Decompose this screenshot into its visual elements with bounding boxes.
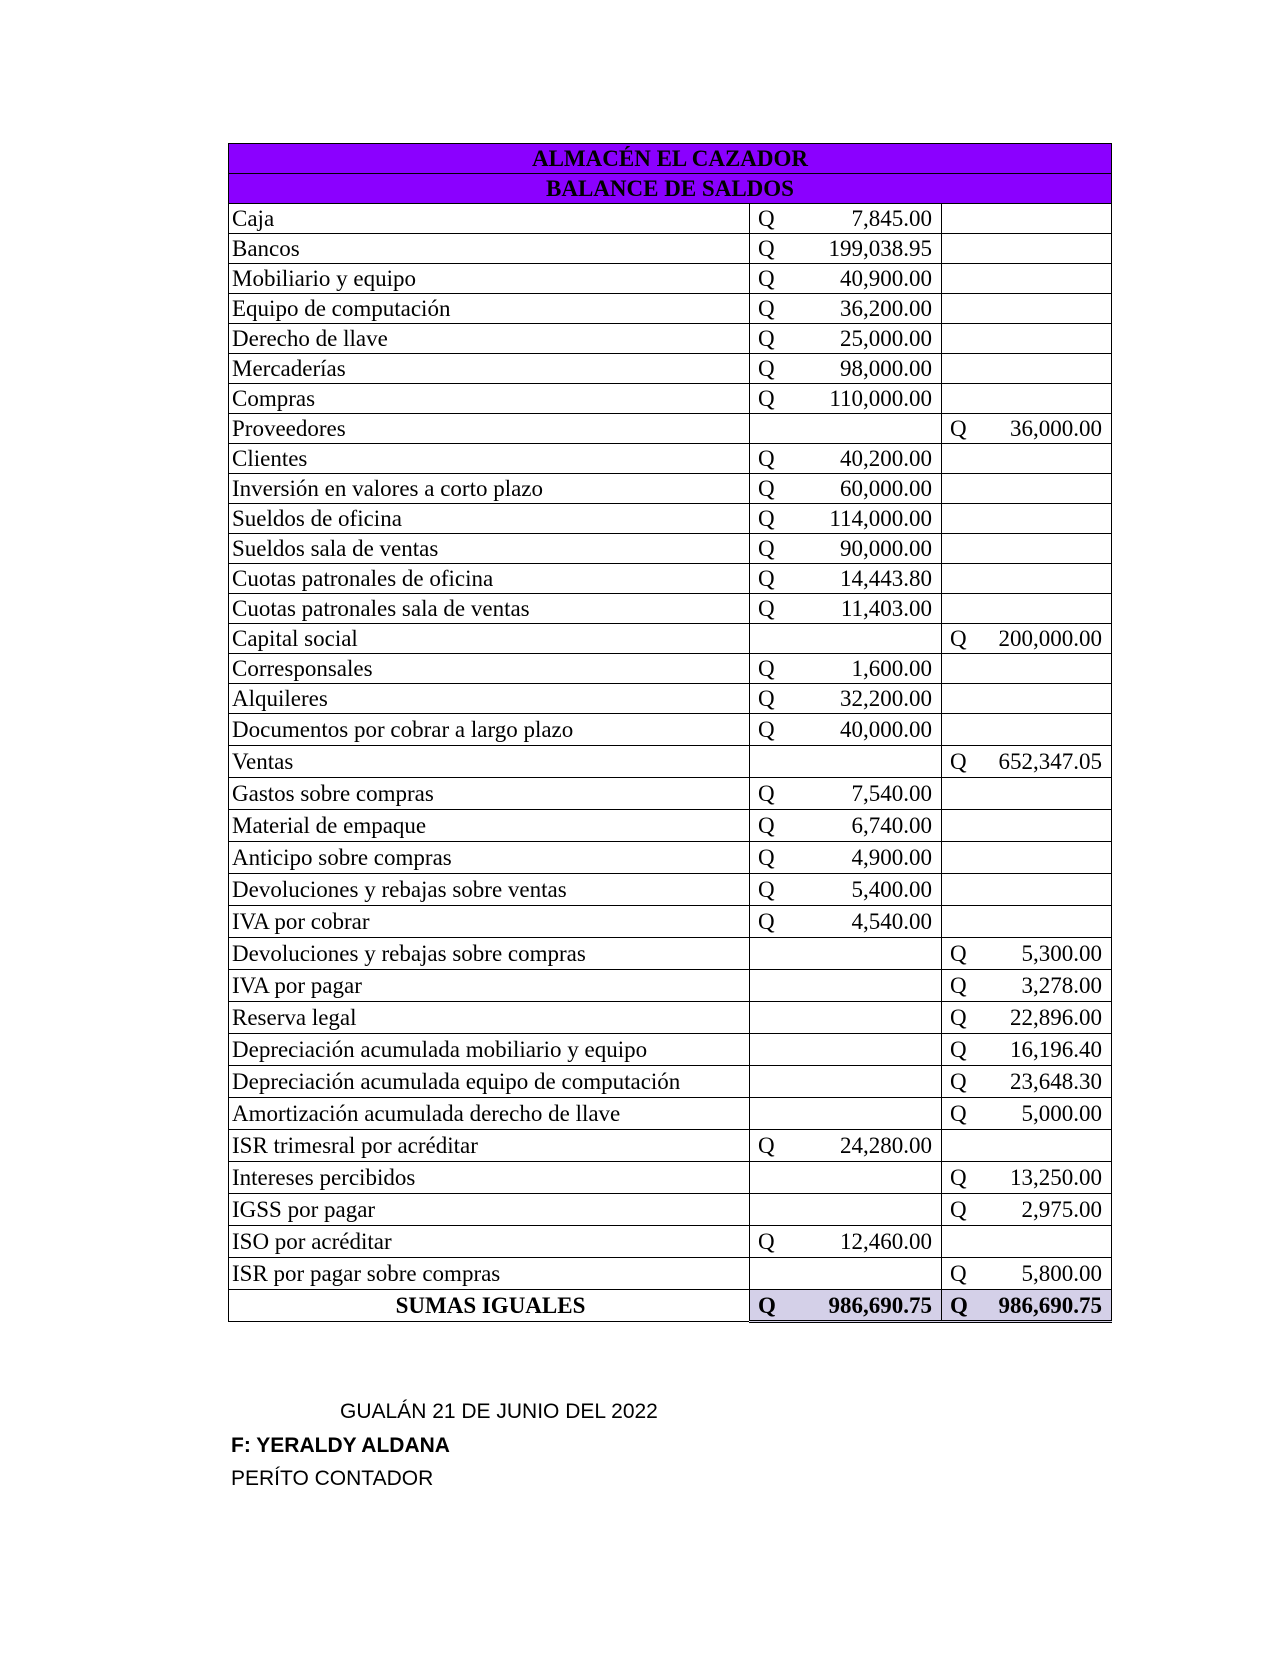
account-name: Proveedores — [229, 414, 750, 444]
debit-cell — [750, 384, 942, 414]
currency-symbol: Q — [758, 877, 775, 902]
table-row — [229, 474, 1112, 504]
table-row — [229, 938, 1112, 970]
table-row — [229, 1034, 1112, 1066]
account-name: Corresponsales — [229, 654, 750, 684]
amount-value: 36,200.00 — [840, 296, 932, 321]
currency-symbol: Q — [758, 536, 775, 561]
amount-value: 5,300.00 — [1021, 941, 1102, 966]
account-name: Sueldos sala de ventas — [229, 534, 750, 564]
account-name: Sueldos de oficina — [229, 504, 750, 534]
amount-value: 4,900.00 — [851, 845, 932, 870]
credit-cell — [942, 504, 1112, 534]
table-row — [229, 970, 1112, 1002]
account-name: Compras — [229, 384, 750, 414]
currency-symbol: Q — [950, 1261, 967, 1286]
credit-cell — [942, 874, 1112, 906]
amount-value: 199,038.95 — [828, 236, 932, 261]
credit-cell — [942, 444, 1112, 474]
currency-symbol: Q — [758, 296, 775, 321]
debit-cell — [750, 746, 942, 778]
table-row — [229, 906, 1112, 938]
total-debit-cell — [750, 1290, 942, 1322]
debit-cell — [750, 970, 942, 1002]
debit-cell — [750, 474, 942, 504]
table-row — [229, 1226, 1112, 1258]
table-row — [229, 1194, 1112, 1226]
account-name: IGSS por pagar — [229, 1194, 750, 1226]
currency-symbol: Q — [950, 749, 967, 774]
debit-cell — [750, 414, 942, 444]
currency-symbol: Q — [950, 1101, 967, 1126]
account-name: Caja — [229, 204, 750, 234]
debit-cell — [750, 534, 942, 564]
currency-symbol: Q — [758, 909, 775, 934]
amount-value: 7,845.00 — [851, 206, 932, 231]
amount-value: 12,460.00 — [840, 1229, 932, 1254]
account-name: Clientes — [229, 444, 750, 474]
amount-value: 24,280.00 — [840, 1133, 932, 1158]
currency-symbol: Q — [758, 356, 775, 381]
balance-table — [228, 143, 1112, 1323]
title-row — [229, 144, 1112, 174]
account-name: Capital social — [229, 624, 750, 654]
credit-cell — [942, 534, 1112, 564]
credit-cell — [942, 414, 1112, 444]
amount-value: 986,690.75 — [828, 1292, 932, 1318]
account-name: Amortización acumulada derecho de llave — [229, 1098, 750, 1130]
table-row — [229, 384, 1112, 414]
table-row — [229, 594, 1112, 624]
debit-cell — [750, 204, 942, 234]
credit-cell — [942, 1130, 1112, 1162]
credit-cell — [942, 474, 1112, 504]
table-row — [229, 294, 1112, 324]
currency-symbol: Q — [950, 1292, 968, 1318]
account-name: Cuotas patronales de oficina — [229, 564, 750, 594]
table-row — [229, 1002, 1112, 1034]
credit-cell — [942, 810, 1112, 842]
totals-row — [229, 1290, 1112, 1322]
amount-value: 40,200.00 — [840, 446, 932, 471]
debit-cell — [750, 294, 942, 324]
credit-cell — [942, 654, 1112, 684]
amount-value: 32,200.00 — [840, 686, 932, 711]
credit-cell — [942, 778, 1112, 810]
table-row — [229, 414, 1112, 444]
debit-cell — [750, 504, 942, 534]
table-row — [229, 842, 1112, 874]
table-row — [229, 354, 1112, 384]
account-name: Anticipo sobre compras — [229, 842, 750, 874]
currency-symbol: Q — [950, 626, 967, 651]
currency-symbol: Q — [758, 266, 775, 291]
table-row — [229, 714, 1112, 746]
currency-symbol: Q — [758, 236, 775, 261]
currency-symbol: Q — [758, 656, 775, 681]
debit-cell — [750, 564, 942, 594]
report-title: BALANCE DE SALDOS — [229, 174, 1112, 204]
currency-symbol: Q — [950, 416, 967, 441]
credit-cell — [942, 1194, 1112, 1226]
table-row — [229, 746, 1112, 778]
account-name: Intereses percibidos — [229, 1162, 750, 1194]
credit-cell — [942, 1162, 1112, 1194]
amount-value: 7,540.00 — [851, 781, 932, 806]
table-row — [229, 654, 1112, 684]
credit-cell — [942, 624, 1112, 654]
account-name: Mobiliario y equipo — [229, 264, 750, 294]
debit-cell — [750, 1258, 942, 1290]
debit-cell — [750, 714, 942, 746]
account-name: Reserva legal — [229, 1002, 750, 1034]
account-name: Devoluciones y rebajas sobre compras — [229, 938, 750, 970]
account-name: Depreciación acumulada mobiliario y equipo — [229, 1034, 750, 1066]
credit-cell — [942, 1002, 1112, 1034]
amount-value: 5,800.00 — [1021, 1261, 1102, 1286]
amount-value: 60,000.00 — [840, 476, 932, 501]
subtitle-row — [229, 174, 1112, 204]
debit-cell — [750, 1130, 942, 1162]
account-name: Devoluciones y rebajas sobre ventas — [229, 874, 750, 906]
currency-symbol: Q — [758, 1133, 775, 1158]
currency-symbol: Q — [758, 506, 775, 531]
table-row — [229, 264, 1112, 294]
currency-symbol: Q — [758, 596, 775, 621]
table-row — [229, 1130, 1112, 1162]
credit-cell — [942, 204, 1112, 234]
debit-cell — [750, 594, 942, 624]
debit-cell — [750, 906, 942, 938]
amount-value: 114,000.00 — [829, 506, 932, 531]
credit-cell — [942, 294, 1112, 324]
credit-cell — [942, 1258, 1112, 1290]
credit-cell — [942, 684, 1112, 714]
credit-cell — [942, 264, 1112, 294]
table-row — [229, 234, 1112, 264]
account-name: Ventas — [229, 746, 750, 778]
account-name: Equipo de computación — [229, 294, 750, 324]
table-row — [229, 1162, 1112, 1194]
amount-value: 25,000.00 — [840, 326, 932, 351]
credit-cell — [942, 714, 1112, 746]
credit-cell — [942, 354, 1112, 384]
amount-value: 11,403.00 — [840, 596, 932, 621]
amount-value: 36,000.00 — [1010, 416, 1102, 441]
table-row — [229, 504, 1112, 534]
table-row — [229, 1098, 1112, 1130]
account-name: IVA por pagar — [229, 970, 750, 1002]
table-row — [229, 684, 1112, 714]
currency-symbol: Q — [758, 326, 775, 351]
currency-symbol: Q — [950, 1197, 967, 1222]
signer-role: PERÍTO CONTADOR — [231, 1467, 434, 1490]
currency-symbol: Q — [950, 1005, 967, 1030]
debit-cell — [750, 654, 942, 684]
credit-cell — [942, 1098, 1112, 1130]
amount-value: 16,196.40 — [1010, 1037, 1102, 1062]
signature: F: YERALDY ALDANA — [231, 1434, 450, 1457]
table-row — [229, 564, 1112, 594]
amount-value: 22,896.00 — [1010, 1005, 1102, 1030]
debit-cell — [750, 1034, 942, 1066]
credit-cell — [942, 970, 1112, 1002]
currency-symbol: Q — [758, 813, 775, 838]
account-name: ISR trimesral por acréditar — [229, 1130, 750, 1162]
currency-symbol: Q — [758, 206, 775, 231]
debit-cell — [750, 1194, 942, 1226]
account-name: Inversión en valores a corto plazo — [229, 474, 750, 504]
debit-cell — [750, 684, 942, 714]
credit-cell — [942, 564, 1112, 594]
debit-cell — [750, 264, 942, 294]
amount-value: 23,648.30 — [1010, 1069, 1102, 1094]
currency-symbol: Q — [758, 781, 775, 806]
currency-symbol: Q — [950, 973, 967, 998]
credit-cell — [942, 842, 1112, 874]
table-row — [229, 874, 1112, 906]
currency-symbol: Q — [758, 386, 775, 411]
table-row — [229, 324, 1112, 354]
amount-value: 4,540.00 — [851, 909, 932, 934]
amount-value: 40,900.00 — [840, 266, 932, 291]
amount-value: 40,000.00 — [840, 717, 932, 742]
table-row — [229, 624, 1112, 654]
table-row — [229, 444, 1112, 474]
debit-cell — [750, 354, 942, 384]
currency-symbol: Q — [758, 566, 775, 591]
account-name: Material de empaque — [229, 810, 750, 842]
debit-cell — [750, 1066, 942, 1098]
credit-cell — [942, 938, 1112, 970]
account-name: Derecho de llave — [229, 324, 750, 354]
account-name: Cuotas patronales sala de ventas — [229, 594, 750, 624]
table-row — [229, 778, 1112, 810]
credit-cell — [942, 1066, 1112, 1098]
credit-cell — [942, 234, 1112, 264]
total-credit-cell — [942, 1290, 1112, 1322]
amount-value: 652,347.05 — [998, 749, 1102, 774]
credit-cell — [942, 906, 1112, 938]
debit-cell — [750, 444, 942, 474]
amount-value: 98,000.00 — [840, 356, 932, 381]
debit-cell — [750, 1226, 942, 1258]
currency-symbol: Q — [758, 476, 775, 501]
amount-value: 6,740.00 — [851, 813, 932, 838]
amount-value: 14,443.80 — [840, 566, 932, 591]
currency-symbol: Q — [950, 1165, 967, 1190]
credit-cell — [942, 746, 1112, 778]
amount-value: 3,278.00 — [1021, 973, 1102, 998]
table-row — [229, 810, 1112, 842]
credit-cell — [942, 384, 1112, 414]
place-date: GUALÁN 21 DE JUNIO DEL 2022 — [340, 1400, 658, 1423]
account-name: Bancos — [229, 234, 750, 264]
account-name: Alquileres — [229, 684, 750, 714]
amount-value: 986,690.75 — [998, 1292, 1102, 1318]
amount-value: 110,000.00 — [829, 386, 932, 411]
currency-symbol: Q — [758, 1229, 775, 1254]
amount-value: 1,600.00 — [851, 656, 932, 681]
credit-cell — [942, 594, 1112, 624]
currency-symbol: Q — [758, 446, 775, 471]
debit-cell — [750, 1162, 942, 1194]
credit-cell — [942, 1034, 1112, 1066]
currency-symbol: Q — [758, 845, 775, 870]
debit-cell — [750, 1002, 942, 1034]
currency-symbol: Q — [950, 1069, 967, 1094]
account-name: Gastos sobre compras — [229, 778, 750, 810]
currency-symbol: Q — [758, 717, 775, 742]
table-row — [229, 204, 1112, 234]
credit-cell — [942, 1226, 1112, 1258]
table-row — [229, 534, 1112, 564]
account-name: Documentos por cobrar a largo plazo — [229, 714, 750, 746]
debit-cell — [750, 234, 942, 264]
debit-cell — [750, 624, 942, 654]
currency-symbol: Q — [758, 1292, 776, 1318]
currency-symbol: Q — [758, 686, 775, 711]
debit-cell — [750, 874, 942, 906]
company-title: ALMACÉN EL CAZADOR — [229, 144, 1112, 174]
debit-cell — [750, 842, 942, 874]
amount-value: 200,000.00 — [998, 626, 1102, 651]
account-name: Depreciación acumulada equipo de computación — [229, 1066, 750, 1098]
account-name: ISR por pagar sobre compras — [229, 1258, 750, 1290]
account-name: Mercaderías — [229, 354, 750, 384]
debit-cell — [750, 938, 942, 970]
account-name: ISO por acréditar — [229, 1226, 750, 1258]
amount-value: 5,400.00 — [851, 877, 932, 902]
debit-cell — [750, 324, 942, 354]
account-name: IVA por cobrar — [229, 906, 750, 938]
table-row — [229, 1258, 1112, 1290]
credit-cell — [942, 324, 1112, 354]
debit-cell — [750, 778, 942, 810]
currency-symbol: Q — [950, 941, 967, 966]
amount-value: 2,975.00 — [1021, 1197, 1102, 1222]
table-row — [229, 1066, 1112, 1098]
amount-value: 5,000.00 — [1021, 1101, 1102, 1126]
amount-value: 90,000.00 — [840, 536, 932, 561]
amount-value: 13,250.00 — [1010, 1165, 1102, 1190]
debit-cell — [750, 810, 942, 842]
totals-label: SUMAS IGUALES — [229, 1290, 750, 1322]
debit-cell — [750, 1098, 942, 1130]
currency-symbol: Q — [950, 1037, 967, 1062]
